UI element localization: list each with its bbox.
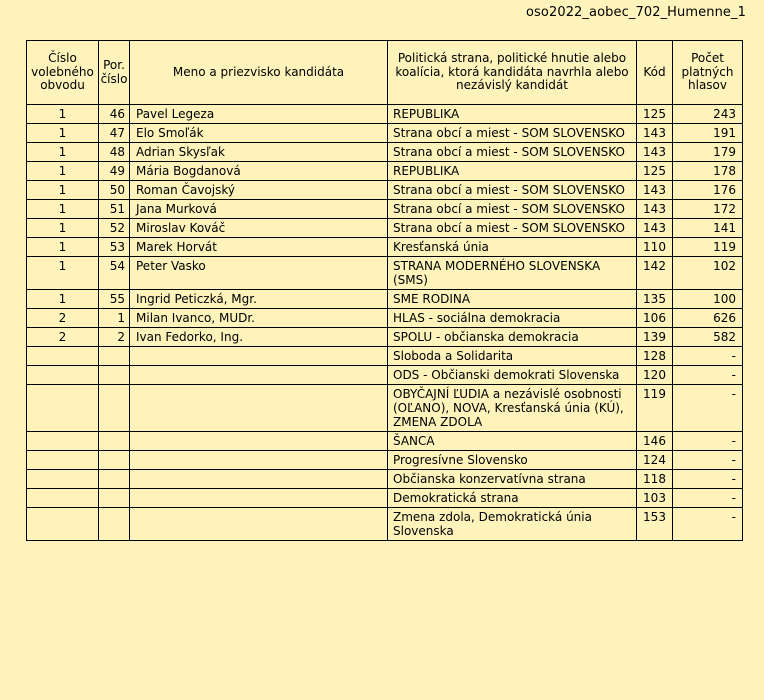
cell-order: 53	[99, 238, 130, 257]
cell-votes: 179	[673, 143, 743, 162]
cell-order: 48	[99, 143, 130, 162]
cell-votes: 626	[673, 309, 743, 328]
table-row	[27, 257, 743, 290]
cell-name	[130, 489, 388, 508]
cell-order	[99, 347, 130, 366]
cell-votes: -	[673, 432, 743, 451]
cell-name	[130, 366, 388, 385]
cell-party: ODS - Občianski demokrati Slovenska	[388, 366, 637, 385]
header-code: Kód	[637, 41, 673, 105]
cell-order	[99, 451, 130, 470]
cell-district: 1	[27, 105, 99, 124]
cell-name: Pavel Legeza	[130, 105, 388, 124]
cell-votes: 243	[673, 105, 743, 124]
cell-name: Ingrid Peticzká, Mgr.	[130, 290, 388, 309]
cell-code: 143	[637, 200, 673, 219]
cell-party: ŠANCA	[388, 432, 637, 451]
cell-votes: 178	[673, 162, 743, 181]
cell-party: Strana obcí a miest - SOM SLOVENSKO	[388, 200, 637, 219]
cell-code: 142	[637, 257, 673, 290]
cell-party: Strana obcí a miest - SOM SLOVENSKO	[388, 143, 637, 162]
header-votes: Počet platných hlasov	[673, 41, 743, 105]
cell-votes: -	[673, 385, 743, 432]
table-row	[27, 200, 743, 219]
cell-code: 120	[637, 366, 673, 385]
cell-votes: -	[673, 347, 743, 366]
cell-code: 124	[637, 451, 673, 470]
cell-order: 2	[99, 328, 130, 347]
cell-name: Elo Smoľák	[130, 124, 388, 143]
cell-party: HLAS - sociálna demokracia	[388, 309, 637, 328]
table-row	[27, 181, 743, 200]
cell-order	[99, 432, 130, 451]
cell-district: 1	[27, 200, 99, 219]
cell-code: 110	[637, 238, 673, 257]
cell-votes: 119	[673, 238, 743, 257]
cell-party: REPUBLIKA	[388, 162, 637, 181]
cell-votes: -	[673, 508, 743, 541]
cell-district	[27, 508, 99, 541]
cell-party: OBYČAJNÍ ĽUDIA a nezávislé osobnosti (OĽANO), NOVA, Kresťanská únia (KÚ), ZMENA ZDOLA	[388, 385, 637, 432]
table-row	[27, 347, 743, 366]
table-header-row	[27, 41, 743, 105]
cell-party: STRANA MODERNÉHO SLOVENSKA (SMS)	[388, 257, 637, 290]
cell-name: Ivan Fedorko, Ing.	[130, 328, 388, 347]
cell-name	[130, 347, 388, 366]
cell-code: 128	[637, 347, 673, 366]
cell-name	[130, 451, 388, 470]
cell-code: 146	[637, 432, 673, 451]
document-id: oso2022_aobec_702_Humenne_1	[525, 5, 746, 20]
cell-name	[130, 470, 388, 489]
cell-code: 153	[637, 508, 673, 541]
table-row	[27, 385, 743, 432]
cell-code: 135	[637, 290, 673, 309]
cell-code: 106	[637, 309, 673, 328]
cell-order: 55	[99, 290, 130, 309]
cell-code: 103	[637, 489, 673, 508]
cell-code: 125	[637, 105, 673, 124]
cell-name: Peter Vasko	[130, 257, 388, 290]
header-district: Číslo volebného obvodu	[27, 41, 99, 105]
cell-district: 1	[27, 257, 99, 290]
cell-votes: 172	[673, 200, 743, 219]
cell-votes: 176	[673, 181, 743, 200]
cell-code: 125	[637, 162, 673, 181]
header-party: Politická strana, politické hnutie alebo koalícia, ktorá kandidáta navrhla alebo nezávislý kandidát	[388, 41, 637, 105]
table-row	[27, 238, 743, 257]
cell-party: Strana obcí a miest - SOM SLOVENSKO	[388, 181, 637, 200]
table-row	[27, 470, 743, 489]
cell-name: Jana Murková	[130, 200, 388, 219]
cell-votes: 102	[673, 257, 743, 290]
cell-votes: 191	[673, 124, 743, 143]
table-row	[27, 451, 743, 470]
cell-order: 50	[99, 181, 130, 200]
cell-votes: -	[673, 451, 743, 470]
table-row	[27, 508, 743, 541]
cell-code: 143	[637, 181, 673, 200]
cell-order: 49	[99, 162, 130, 181]
table-row	[27, 309, 743, 328]
header-order: Por. číslo	[99, 41, 130, 105]
cell-code: 143	[637, 124, 673, 143]
table-row	[27, 366, 743, 385]
cell-district: 1	[27, 290, 99, 309]
cell-name: Marek Horvát	[130, 238, 388, 257]
cell-district	[27, 366, 99, 385]
cell-district: 1	[27, 162, 99, 181]
results-table	[26, 40, 743, 541]
cell-party: SPOLU - občianska demokracia	[388, 328, 637, 347]
cell-name: Adrian Skysľak	[130, 143, 388, 162]
cell-name	[130, 432, 388, 451]
cell-order: 54	[99, 257, 130, 290]
cell-order: 1	[99, 309, 130, 328]
cell-district	[27, 432, 99, 451]
cell-district: 2	[27, 328, 99, 347]
cell-votes: 141	[673, 219, 743, 238]
cell-party: Strana obcí a miest - SOM SLOVENSKO	[388, 219, 637, 238]
cell-code: 143	[637, 219, 673, 238]
cell-order: 46	[99, 105, 130, 124]
cell-district: 1	[27, 124, 99, 143]
table-row	[27, 124, 743, 143]
cell-party: Občianska konzervatívna strana	[388, 470, 637, 489]
table-row	[27, 290, 743, 309]
cell-votes: -	[673, 470, 743, 489]
cell-order	[99, 508, 130, 541]
table-row	[27, 328, 743, 347]
cell-party: Kresťanská únia	[388, 238, 637, 257]
cell-party: SME RODINA	[388, 290, 637, 309]
cell-district	[27, 470, 99, 489]
table-row	[27, 432, 743, 451]
cell-code: 119	[637, 385, 673, 432]
cell-votes: 582	[673, 328, 743, 347]
table-row	[27, 143, 743, 162]
cell-order	[99, 366, 130, 385]
cell-votes: -	[673, 366, 743, 385]
cell-name	[130, 508, 388, 541]
cell-district: 1	[27, 181, 99, 200]
cell-name: Miroslav Kováč	[130, 219, 388, 238]
cell-code: 143	[637, 143, 673, 162]
cell-district: 1	[27, 238, 99, 257]
cell-code: 139	[637, 328, 673, 347]
cell-order: 52	[99, 219, 130, 238]
cell-party: Sloboda a Solidarita	[388, 347, 637, 366]
cell-order	[99, 470, 130, 489]
cell-district	[27, 451, 99, 470]
cell-district	[27, 489, 99, 508]
cell-order: 51	[99, 200, 130, 219]
cell-code: 118	[637, 470, 673, 489]
cell-party: Strana obcí a miest - SOM SLOVENSKO	[388, 124, 637, 143]
table-row	[27, 219, 743, 238]
cell-district: 2	[27, 309, 99, 328]
cell-party: Demokratická strana	[388, 489, 637, 508]
table-row	[27, 162, 743, 181]
cell-party: Progresívne Slovensko	[388, 451, 637, 470]
cell-name	[130, 385, 388, 432]
cell-name: Roman Čavojský	[130, 181, 388, 200]
cell-order	[99, 385, 130, 432]
cell-district: 1	[27, 219, 99, 238]
cell-votes: -	[673, 489, 743, 508]
cell-order	[99, 489, 130, 508]
cell-name: Milan Ivanco, MUDr.	[130, 309, 388, 328]
cell-votes: 100	[673, 290, 743, 309]
table-row	[27, 105, 743, 124]
cell-district	[27, 385, 99, 432]
cell-name: Mária Bogdanová	[130, 162, 388, 181]
cell-district: 1	[27, 143, 99, 162]
header-name: Meno a priezvisko kandidáta	[130, 41, 388, 105]
table-row	[27, 489, 743, 508]
cell-district	[27, 347, 99, 366]
cell-party: REPUBLIKA	[388, 105, 637, 124]
cell-order: 47	[99, 124, 130, 143]
cell-party: Zmena zdola, Demokratická únia Slovenska	[388, 508, 637, 541]
